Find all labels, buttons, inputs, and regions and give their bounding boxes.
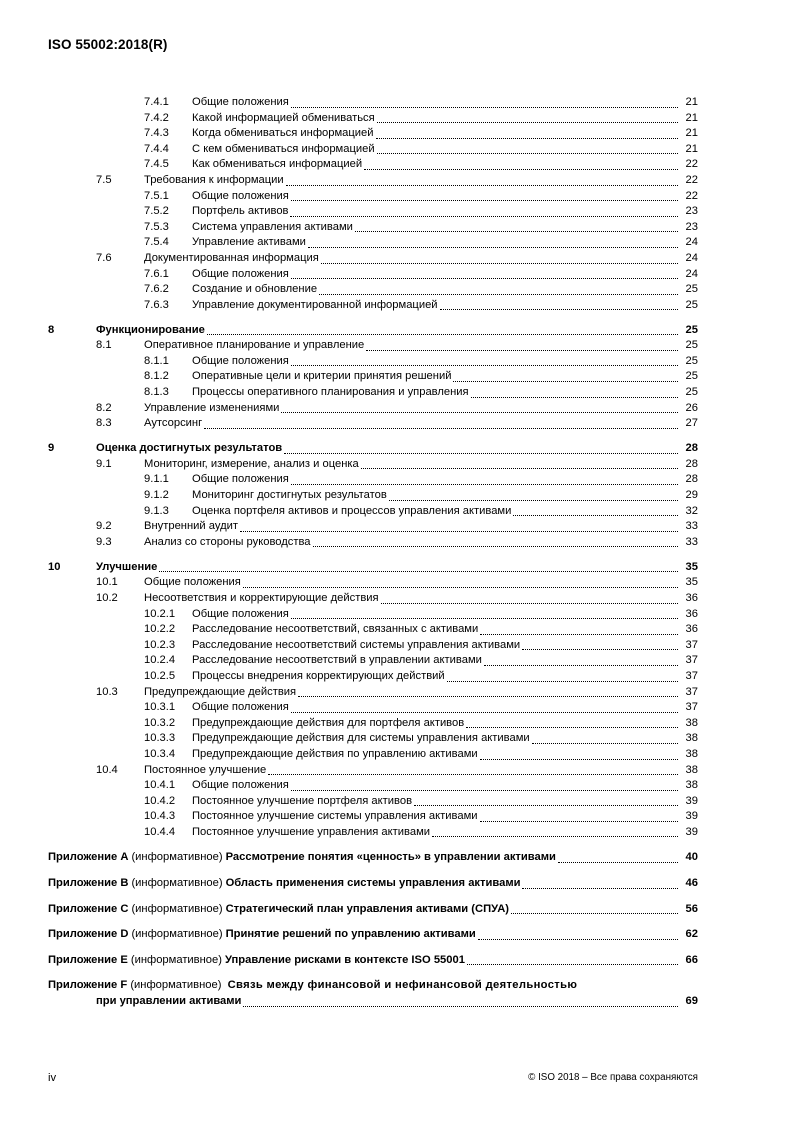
toc-entry[interactable] — [48, 126, 698, 142]
annex-entry[interactable] — [48, 876, 698, 892]
toc-entry-page: 25 — [685, 298, 698, 311]
toc-entry[interactable] — [48, 251, 698, 267]
toc-leader-dots — [376, 138, 678, 139]
toc-entry-number: 10.4.4 — [144, 825, 176, 838]
toc-leader-dots — [480, 759, 678, 760]
toc-entry[interactable] — [48, 700, 698, 716]
toc-entry-title: Управление изменениями — [144, 401, 280, 414]
annex-title: Рассмотрение понятия «ценность» в управлении активами — [225, 851, 556, 864]
toc-entry-page: 25 — [685, 370, 698, 383]
toc-entry[interactable] — [48, 716, 698, 732]
toc-entry-number: 10.2.4 — [144, 654, 176, 667]
toc-entry-page: 21 — [685, 111, 698, 124]
toc-entry-title: Функционирование — [96, 323, 205, 336]
toc-entry[interactable] — [48, 778, 698, 794]
toc-entry-page: 25 — [685, 386, 698, 399]
toc-entry-title: Управление активами — [192, 236, 306, 249]
toc-entry-title: Общие положения — [192, 701, 289, 714]
toc-gap — [48, 313, 698, 322]
toc-entry-number: 10.1 — [96, 576, 118, 589]
toc-entry-title: Расследование несоответствий, связанных с активами — [192, 623, 479, 636]
toc-entry-title: Общие положения — [192, 473, 289, 486]
toc-entry-page: 27 — [685, 417, 698, 430]
toc-leader-dots — [281, 412, 678, 413]
toc-entry[interactable] — [48, 519, 698, 535]
toc-entry[interactable] — [48, 173, 698, 189]
toc-leader-dots — [466, 727, 678, 728]
toc-leader-dots — [366, 350, 678, 351]
toc-leader-dots — [313, 546, 678, 547]
annex-entry[interactable] — [48, 927, 698, 943]
toc-entry-number: 10.3 — [96, 685, 118, 698]
annex-kind: (информативное) — [131, 902, 223, 915]
toc-entry-page: 24 — [685, 267, 698, 280]
annex-kind: (информативное) — [130, 953, 222, 966]
toc-entry-title: Постоянное улучшение системы управления активами — [192, 810, 478, 823]
toc-leader-dots — [268, 774, 678, 775]
toc-entry[interactable] — [48, 441, 698, 457]
annex-page: 46 — [685, 877, 698, 890]
toc-leader-dots — [308, 247, 678, 248]
annex-kind: (информативное) — [131, 928, 223, 941]
annex-entry[interactable] — [48, 850, 698, 866]
toc-entry[interactable] — [48, 204, 698, 220]
toc-entry-number: 7.5.4 — [144, 236, 169, 249]
toc-entry-title: Предупреждающие действия — [144, 685, 297, 698]
toc-entry[interactable] — [48, 235, 698, 251]
toc-entry-title: Расследование несоответствий в управлении активами — [192, 654, 482, 667]
annex-f-title-line2: при управлении активами — [96, 995, 242, 1008]
toc-entry-title: Расследование несоответствий системы управления активами — [192, 638, 521, 651]
toc-entry-page: 23 — [685, 220, 698, 233]
toc-entry[interactable] — [48, 457, 698, 473]
toc-entry-title: Создание и обновление — [192, 283, 318, 296]
toc-entry[interactable] — [48, 142, 698, 158]
annex-page: 56 — [685, 902, 698, 915]
toc-entry-title: Улучшение — [96, 560, 158, 573]
toc-leader-dots — [159, 571, 678, 572]
toc-leader-dots — [381, 603, 678, 604]
toc-entry-number: 8.1.3 — [144, 386, 169, 399]
toc-entry-number: 9.3 — [96, 535, 112, 548]
toc-entry-title: Оперативные цели и критерии принятия решений — [192, 370, 452, 383]
toc-entry[interactable] — [48, 535, 698, 551]
annex-title: Стратегический план управления активами (СПУА) — [225, 902, 510, 915]
toc-entry-number: 10.3.2 — [144, 716, 176, 729]
toc-entry-page: 37 — [685, 701, 698, 714]
annex-page: 40 — [685, 851, 698, 864]
toc-entry-page: 25 — [685, 283, 698, 296]
toc-leader-dots — [290, 216, 678, 217]
toc-entry[interactable] — [48, 323, 698, 339]
toc-leader-dots — [389, 500, 678, 501]
toc-entry-number: 7.4.4 — [144, 142, 169, 155]
toc-entry-page: 39 — [685, 810, 698, 823]
toc-entry[interactable] — [48, 575, 698, 591]
toc-entry-number: 7.6.1 — [144, 267, 169, 280]
toc-entry-page: 38 — [685, 779, 698, 792]
annex-title: Управление рисками в контексте ISO 55001 — [224, 953, 465, 966]
toc-gap — [48, 550, 698, 559]
toc-entry-title: Общие положения — [192, 607, 289, 620]
toc-entry-number: 7.5.1 — [144, 189, 169, 202]
toc-entry[interactable] — [48, 111, 698, 127]
toc-entry-page: 37 — [685, 669, 698, 682]
toc-entry-title: Общие положения — [192, 267, 289, 280]
toc-entry-number: 10.4 — [96, 763, 118, 776]
toc-leader-dots — [298, 696, 678, 697]
toc-leader-dots — [291, 107, 678, 108]
toc-leader-dots — [291, 200, 678, 201]
toc-leader-dots — [484, 665, 678, 666]
toc-entry[interactable] — [48, 607, 698, 623]
annex-title: Область применения системы управления активами — [225, 877, 521, 890]
toc-entry[interactable] — [48, 825, 698, 841]
toc-entry[interactable] — [48, 354, 698, 370]
toc-entry-number: 10.2.1 — [144, 607, 176, 620]
toc-entry[interactable] — [48, 809, 698, 825]
toc-leader-dots — [532, 743, 678, 744]
toc-leader-dots — [440, 309, 678, 310]
toc-entry[interactable] — [48, 95, 698, 111]
toc-entry[interactable] — [48, 504, 698, 520]
toc-entry-title: Постоянное улучшение — [144, 763, 267, 776]
toc-entry-title: Предупреждающие действия по управлению активами — [192, 747, 478, 760]
annex-page: 62 — [685, 928, 698, 941]
annex-f-label: Приложение F — [48, 979, 128, 992]
toc-entry-title: С кем обмениваться информацией — [192, 142, 375, 155]
toc-leader-dots — [319, 294, 678, 295]
toc-entry-page: 28 — [685, 457, 698, 470]
toc-leader-dots — [471, 397, 678, 398]
toc-entry-page: 24 — [685, 236, 698, 249]
toc-entry-page: 36 — [685, 591, 698, 604]
toc-leader-dots — [453, 381, 678, 382]
footer-page-number: iv — [48, 1072, 57, 1084]
toc-entry-page: 35 — [685, 560, 698, 573]
toc-gap — [48, 432, 698, 441]
toc-entry-number: 9.1.2 — [144, 489, 169, 502]
toc-entry-page: 25 — [685, 354, 698, 367]
toc-entry-number: 10.4.1 — [144, 779, 176, 792]
annex-entry[interactable] — [48, 953, 698, 969]
toc-entry-title: Общие положения — [192, 189, 289, 202]
toc-entry-number: 10.3.3 — [144, 732, 176, 745]
toc-entry[interactable] — [48, 416, 698, 432]
toc-entry-page: 21 — [685, 142, 698, 155]
toc-leader-dots — [291, 712, 678, 713]
toc-entry-page: 24 — [685, 251, 698, 264]
toc-leader-dots — [291, 365, 678, 366]
toc-entry-number: 8.1 — [96, 339, 112, 352]
toc-entry-page: 29 — [685, 489, 698, 502]
toc-entry-page: 32 — [685, 504, 698, 517]
toc-leader-dots — [321, 263, 678, 264]
toc-entry-number: 9.2 — [96, 520, 112, 533]
toc-entry[interactable] — [48, 298, 698, 314]
annex-label: Приложение А — [48, 851, 129, 864]
toc-entry-number: 9 — [48, 442, 55, 455]
toc-entry-page: 37 — [685, 638, 698, 651]
toc-leader-dots — [522, 649, 678, 650]
annex-label: Приложение D — [48, 928, 129, 941]
toc-entry-page: 33 — [685, 535, 698, 548]
toc-entry-page: 28 — [685, 473, 698, 486]
toc-leader-dots — [291, 790, 678, 791]
toc-entry[interactable] — [48, 472, 698, 488]
toc-entry-number: 7.6.3 — [144, 298, 169, 311]
toc-entry-title: Портфель активов — [192, 205, 289, 218]
toc-entry-number: 10.4.3 — [144, 810, 176, 823]
annex-leader-dots — [478, 939, 678, 940]
toc-entry-number: 10.3.4 — [144, 747, 176, 760]
toc-entry-title: Анализ со стороны руководства — [144, 535, 311, 548]
toc-entry[interactable] — [48, 685, 698, 701]
toc-entry-page: 22 — [685, 189, 698, 202]
toc-entry-number: 7.5 — [96, 173, 112, 186]
annex-label: Приложение В — [48, 877, 129, 890]
toc-entry[interactable] — [48, 763, 698, 779]
toc-entry-title: Оценка достигнутых результатов — [96, 442, 283, 455]
toc-entry-page: 28 — [685, 442, 698, 455]
toc-entry-number: 10.2 — [96, 591, 118, 604]
toc-entry-number: 10.3.1 — [144, 701, 176, 714]
toc-entry[interactable] — [48, 488, 698, 504]
annex-leader-dots — [467, 964, 678, 965]
toc-entry-page: 35 — [685, 576, 698, 589]
toc-entry-title: Мониторинг, измерение, анализ и оценка — [144, 457, 359, 470]
toc-entry[interactable] — [48, 338, 698, 354]
toc-entry-page: 21 — [685, 127, 698, 140]
annex-kind: (информативное) — [131, 877, 223, 890]
toc-entry[interactable] — [48, 731, 698, 747]
toc-entry-number: 9.1 — [96, 457, 112, 470]
toc-entry-title: Процессы оперативного планирования и управления — [192, 386, 469, 399]
toc-entry[interactable] — [48, 401, 698, 417]
annex-entry[interactable] — [48, 902, 698, 918]
toc-leader-dots — [377, 153, 678, 154]
toc-entry[interactable] — [48, 385, 698, 401]
toc-entry[interactable] — [48, 267, 698, 283]
toc-entry-page: 36 — [685, 607, 698, 620]
toc-entry-page: 38 — [685, 716, 698, 729]
toc-entry-page: 25 — [685, 323, 698, 336]
toc-leader-dots — [284, 453, 678, 454]
toc-leader-dots — [207, 334, 678, 335]
toc-entry[interactable] — [48, 369, 698, 385]
toc-leader-dots — [291, 618, 678, 619]
toc-entry-number: 10.2.5 — [144, 669, 176, 682]
toc-entry-title: Управление документированной информацией — [192, 298, 438, 311]
toc-entry-title: Несоответствия и корректирующие действия — [144, 591, 379, 604]
toc-entry-page: 39 — [685, 794, 698, 807]
toc-entry-number: 8.2 — [96, 401, 112, 414]
toc-entry-page: 22 — [685, 173, 698, 186]
toc-leader-dots — [447, 681, 678, 682]
toc-entry[interactable] — [48, 638, 698, 654]
toc-entry-number: 8.1.1 — [144, 354, 169, 367]
toc-leader-dots — [286, 185, 678, 186]
annex-label: Приложение С — [48, 902, 129, 915]
toc-entry-title: Общие положения — [192, 354, 289, 367]
toc-entry-page: 39 — [685, 825, 698, 838]
annex-title: Принятие решений по управлению активами — [225, 928, 476, 941]
toc-entry[interactable] — [48, 282, 698, 298]
document-header: ISO 55002:2018(R) — [48, 37, 168, 52]
annex-leader-dots — [522, 888, 678, 889]
toc-entry-number: 10 — [48, 560, 61, 573]
toc-entry-page: 21 — [685, 96, 698, 108]
toc-entry-number: 7.4.1 — [144, 96, 169, 108]
footer-copyright: © ISO 2018 – Все права сохраняются — [528, 1072, 698, 1083]
toc-entry-page: 38 — [685, 763, 698, 776]
toc-leader-dots — [291, 484, 678, 485]
toc-entry-number: 8.1.2 — [144, 370, 169, 383]
toc-leader-dots — [414, 805, 678, 806]
toc-entry[interactable] — [48, 653, 698, 669]
toc-leader-dots — [513, 515, 678, 516]
toc-entry-title: Мониторинг достигнутых результатов — [192, 489, 387, 502]
toc-entry-page: 22 — [685, 158, 698, 171]
toc-entry-number: 7.5.3 — [144, 220, 169, 233]
toc-leader-dots — [432, 836, 678, 837]
toc-entry-page: 25 — [685, 339, 698, 352]
toc-entry-title: Аутсорсинг — [144, 417, 203, 430]
toc-entry-title: Оперативное планирование и управление — [144, 339, 365, 352]
toc-entry-number: 9.1.1 — [144, 473, 169, 486]
toc-entry-title: Документированная информация — [144, 251, 319, 264]
toc-entry-page: 36 — [685, 623, 698, 636]
toc-entry-number: 10.4.2 — [144, 794, 176, 807]
annex-page: 66 — [685, 953, 698, 966]
toc-leader-dots — [291, 278, 678, 279]
toc-entry-title: Общие положения — [192, 779, 289, 792]
toc-entry-number: 9.1.3 — [144, 504, 169, 517]
table-of-contents — [48, 95, 698, 1010]
toc-entry[interactable] — [48, 220, 698, 236]
toc-entry-title: Когда обмениваться информацией — [192, 127, 374, 140]
annex-f-title-line1: Связь между финансовой и нефинансовой деятельностью — [227, 979, 578, 992]
toc-entry[interactable] — [48, 591, 698, 607]
annex-f-kind: (информативное) — [130, 979, 222, 992]
toc-entry-title: Как обмениваться информацией — [192, 158, 363, 171]
toc-leader-dots — [364, 169, 678, 170]
annex-f-page: 69 — [685, 995, 698, 1008]
toc-leader-dots — [204, 428, 678, 429]
toc-entry-page: 23 — [685, 205, 698, 218]
toc-leader-dots — [480, 821, 678, 822]
toc-entry-page: 26 — [685, 401, 698, 414]
toc-entry-title: Общие положения — [144, 576, 241, 589]
toc-entry-number: 10.2.2 — [144, 623, 176, 636]
toc-entry-number: 7.4.2 — [144, 111, 169, 124]
toc-entry[interactable] — [48, 669, 698, 685]
toc-entry-number: 8 — [48, 323, 55, 336]
toc-entry-title: Система управления активами — [192, 220, 353, 233]
toc-entry-number: 7.4.3 — [144, 127, 169, 140]
toc-leader-dots — [377, 122, 678, 123]
annex-label: Приложение E — [48, 953, 128, 966]
toc-entry-title: Какой информацией обмениваться — [192, 111, 375, 124]
toc-entry-title: Общие положения — [192, 96, 289, 108]
toc-entry[interactable] — [48, 622, 698, 638]
toc-leader-dots — [240, 531, 678, 532]
toc-entry-page: 38 — [685, 732, 698, 745]
annex-leader-dots — [511, 913, 678, 914]
toc-entry-number: 7.6 — [96, 251, 112, 264]
toc-entry-title: Процессы внедрения корректирующих действий — [192, 669, 445, 682]
toc-entry-number: 7.6.2 — [144, 283, 169, 296]
toc-entry[interactable] — [48, 560, 698, 576]
toc-entry-number: 7.5.2 — [144, 205, 169, 218]
toc-entry-title: Предупреждающие действия для системы управления активами — [192, 732, 530, 745]
toc-entry-page: 38 — [685, 747, 698, 760]
toc-entry[interactable] — [48, 794, 698, 810]
toc-rows — [48, 95, 698, 840]
toc-entry-number: 8.3 — [96, 417, 112, 430]
toc-entry[interactable] — [48, 157, 698, 173]
toc-entry-number: 7.4.5 — [144, 158, 169, 171]
annex-leader-dots — [558, 862, 678, 863]
toc-entry-page: 37 — [685, 685, 698, 698]
toc-leader-dots — [480, 634, 678, 635]
toc-entry-title: Внутренний аудит — [144, 520, 238, 533]
toc-entry-title: Постоянное улучшение управления активами — [192, 825, 431, 838]
annex-kind: (информативное) — [131, 851, 223, 864]
toc-entry-page: 37 — [685, 654, 698, 667]
toc-leader-dots — [243, 587, 678, 588]
toc-entry-number: 10.2.3 — [144, 638, 176, 651]
toc-entry[interactable] — [48, 189, 698, 205]
toc-entry-title: Требования к информации — [144, 173, 284, 186]
toc-entry-title: Оценка портфеля активов и процессов управления активами — [192, 504, 512, 517]
toc-entry-title: Постоянное улучшение портфеля активов — [192, 794, 413, 807]
toc-leader-dots — [361, 468, 678, 469]
toc-leader-dots — [355, 231, 678, 232]
annex-list — [48, 840, 698, 968]
toc-entry-title: Предупреждающие действия для портфеля активов — [192, 716, 465, 729]
toc-entry-page: 33 — [685, 520, 698, 533]
annex-f-entry[interactable] — [48, 978, 698, 1009]
toc-entry[interactable] — [48, 747, 698, 763]
